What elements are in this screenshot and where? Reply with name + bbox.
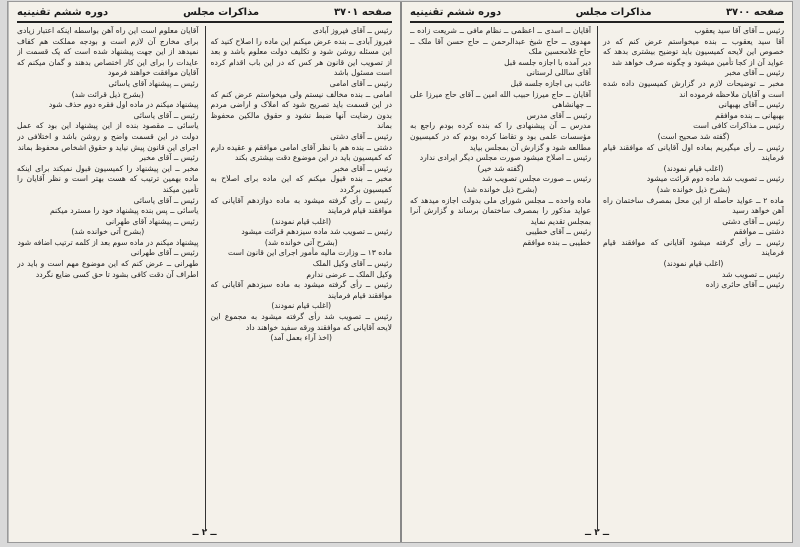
paragraph: (اغلب قیام نمودند) [663,259,724,269]
paragraph: دشتی ــ موافقم [733,227,784,237]
paragraph: رئیس ــ آقای مدرس [526,110,591,120]
paragraph: (بشرح ذیل خوانده شد) [656,184,731,194]
paragraph: رئیس ــ آقای دشتی [722,216,784,226]
paragraph: فیروز آبادی ــ بنده عرض میکنم این ماده را اصلاح کنید که این مسئله روشن شود و تکلیف دولت معلوم باشد و بعد از تصویب این قانون هر کس که در این باب اقدام کرده است مسئول باشد [210,36,392,78]
left-session-title: دوره ششم تقنینیه [17,7,109,18]
document-spread [8,2,792,542]
paragraph: (بشرح ذیل خوانده شد) [463,184,538,194]
paragraph: رئیس ــ مذاکرات کافی است [693,121,784,131]
left-page-header [17,6,392,23]
paragraph: دشتی ــ بنده هم با نظر آقای امامی موافقم و عقیده دارم که کمیسیون باید در این موضوع دقت بیشتری بکند [210,142,392,163]
right-session-title: دوره ششم تقنینیه [410,7,502,18]
paragraph: رئیس ــ پیشنهاد آقای طهرانی [105,216,199,226]
paragraph: ماده ۲ ــ عواید حاصله از این محل بمصرف ساختمان راه آهن خواهد رسید [603,195,784,216]
paragraph: رئیس ــ پیشنهاد آقای یاسائی [108,78,199,88]
paragraph: خطیبی ــ بنده موافقم [522,237,591,247]
paragraph: آقایان معلوم است این راه آهن بواسطه اینکه اعتبار زیادی برای مخارج آن لازم است و بودجه مملکت هم کفاف نمیدهد از این جهت پیشنهاد شده است که یک قسمت از عایدات را برای این کار اختصاص بدهند و گمان میکنم که آقایان موافقت خواهند فرمود [17,26,199,78]
right-journal-title: مذاکرات مجلس [575,7,652,18]
paragraph: (بشرح آتی خوانده شد) [71,227,145,237]
paragraph: رئیس ــ تصویب شد رأی گرفته میشود به مجموع این لایحه آقایانی که موافقند ورقه سفید خواهند داد [210,312,392,332]
left-page-number: ــ ۲ ــ [192,528,217,538]
paragraph: رئیس ــ رأی گرفته میشود به ماده سیزدهم آقایانی که موافقند قیام فرمایند [210,280,392,300]
paragraph: ماده واحده ــ مجلس شورای ملی بدولت اجازه میدهد که عواید مذکور را بمصرف ساختمان برساند و گزارش آنرا بمجلس تقدیم نماید [410,195,591,226]
paragraph: (اخذ آراء بعمل آمد) [270,333,332,343]
paragraph: رئیس ــ آقای امامی [329,78,392,88]
paragraph: مخبر ــ توضیحات لازم در گزارش کمیسیون داده شده است و آقایان ملاحظه فرموده اند [603,78,784,99]
paragraph: غائب بی اجازه جلسه قبل [510,78,591,88]
paragraph: آقایان ــ حاج میرزا حبیب الله امین ــ آقای حاج میرزا علی ــ جهانشاهی [410,89,591,110]
paragraph: رئیس ــ آقای مخبر [725,68,784,78]
paragraph: (بشرح آتی خوانده شد) [264,237,338,247]
paragraph: مخبر ــ این پیشنهاد را کمیسیون قبول نمیکند برای اینکه ماده بهمین ترتیب که هست بهتر است و نظر آقایان را تأمین میکند [17,163,199,194]
paragraph: آقایان ــ اسدی ــ اعظمی ــ نظام مافی ــ شریعت زاده ــ مهدوی ــ حاج شیخ عبدالرحمن ــ حاج حسن آقا ملک ــ حاج غلامحسین ملک [410,26,591,57]
paragraph: (اغلب قیام نمودند) [663,163,724,173]
paragraph: رئیس ــ آقای مخبر [139,153,199,163]
paragraph: پیشنهاد میکنم در ماده اول فقره دوم حذف شود [48,100,199,110]
paragraph: وکیل الملک ــ عرضی ندارم [306,269,392,279]
paragraph: ماده ۱۳ ــ وزارت مالیه مأمور اجرای این قانون است [228,248,392,258]
left-page-column-1 [205,26,393,530]
paragraph: رئیس ــ رأی میگیریم بماده اول آقایانی که موافقند قیام فرمایند [603,142,784,163]
paragraph: آقا سید یعقوب ــ بنده میخواستم عرض کنم که در خصوص این لایحه کمیسیون باید توضیح بیشتری بدهد که عواید آن از کجا تأمین میشود و چگونه صرف خواهد شد [603,36,784,67]
right-page-header [410,6,784,23]
paragraph: طهرانی ــ عرض کنم که این موضوع مهم است و باید در اطراف آن دقت کافی بشود تا حق کسی ضایع نگردد [17,259,199,279]
paragraph: (گفته شد صحیح است) [657,131,730,141]
paragraph: پیشنهاد میکنم در ماده سوم بعد از کلمه ترتیب اضافه شود [17,237,199,247]
paragraph: رئیس ــ آقای مخبر [333,163,392,173]
paragraph: رئیس ــ صورت مجلس تصویب شد [481,174,591,184]
right-page-label: صفحه ۳۷۰۰ [725,7,784,18]
left-page-column-2 [17,26,199,530]
paragraph: (گفته شد خیر) [477,163,524,173]
paragraph: رئیس ــ آقای آقا سید یعقوب [694,26,784,35]
right-page-columns [410,26,784,530]
left-page-columns [17,26,392,530]
paragraph: رئیس ــ تصویب شد ماده دوم قرائت میشود [646,174,784,184]
paragraph: یاسائی ــ مقصود بنده از این پیشنهاد این بود که عمل دولت در این قسمت واضح و روشن باشد و اختلافی در اجرای این قانون پیش نیاید و حقوق اشخاص محفوظ بماند [17,121,199,152]
paragraph: (اغلب قیام نمودند) [271,301,332,311]
right-page [400,2,792,542]
paragraph: رئیس ــ تصویب شد ماده سیزدهم قرائت میشود [241,227,392,237]
paragraph: دیر آمده با اجازه جلسه قبل [504,57,591,67]
paragraph: بهبهانی ــ بنده موافقم [715,110,784,120]
right-page-number: ــ ۲ ــ [584,528,610,538]
right-page-column-2 [410,26,591,530]
paragraph: رئیس ــ آقای دشتی [330,131,392,141]
left-page-label: صفحه ۳۷۰۱ [333,7,392,18]
left-journal-title: مذاکرات مجلس [183,7,260,18]
paragraph: رئیس ــ تصویب شد [722,269,784,279]
left-page [8,2,400,542]
paragraph: رئیس ــ آقای بهبهانی [718,100,784,110]
paragraph: رئیس ــ آقای یاسائی [133,195,199,205]
paragraph: آقای ساللی لرستانی [526,68,591,78]
paragraph: امامی ــ بنده مخالف نیستم ولی میخواستم عرض کنم که در این قسمت باید تصریح شود که املاک و اراضی مردم بدون رضایت آنها ضبط نشود و حقوق مالکین محفوظ بماند [210,89,392,131]
paragraph: (بشرح ذیل قرائت شد) [71,89,144,99]
paragraph: رئیس ــ آقای حائری زاده [705,280,784,290]
paragraph: یاسائی ــ پس بنده پیشنهاد خود را مسترد میکنم [49,206,199,216]
paragraph: رئیس ــ آقای فیروز آبادی [312,26,392,35]
paragraph: رئیس ــ آقای یاسائی [133,110,199,120]
paragraph: رئیس ــ اصلاح میشود صورت مجلس دیگر ایرادی ندارد [419,153,591,163]
paragraph: رئیس ــ رأی گرفته میشود به ماده دوازدهم آقایانی که موافقند قیام فرمایند [210,195,392,216]
paragraph: رئیس ــ آقای طهرانی [130,248,199,258]
paragraph: مخبر ــ بنده قبول میکنم که این ماده برای اصلاح به کمیسیون برگردد [210,174,392,194]
paragraph: (اغلب قیام نمودند) [271,216,332,226]
paragraph: رئیس ــ رأی گرفته میشود آقایانی که موافقند قیام فرمایند [603,237,784,258]
paragraph: رئیس ــ آقای وکیل الملک [312,259,392,269]
paragraph: مدرس ــ آن پیشنهادی را که بنده کرده بودم راجع به مؤسسات علمی بود و تقاضا کرده بودم که در کمیسیون مطالعه شود و گزارش آن بمجلس بیاید [410,121,591,152]
paragraph: رئیس ــ آقای خطیبی [525,227,591,237]
right-page-column-1 [597,26,784,530]
